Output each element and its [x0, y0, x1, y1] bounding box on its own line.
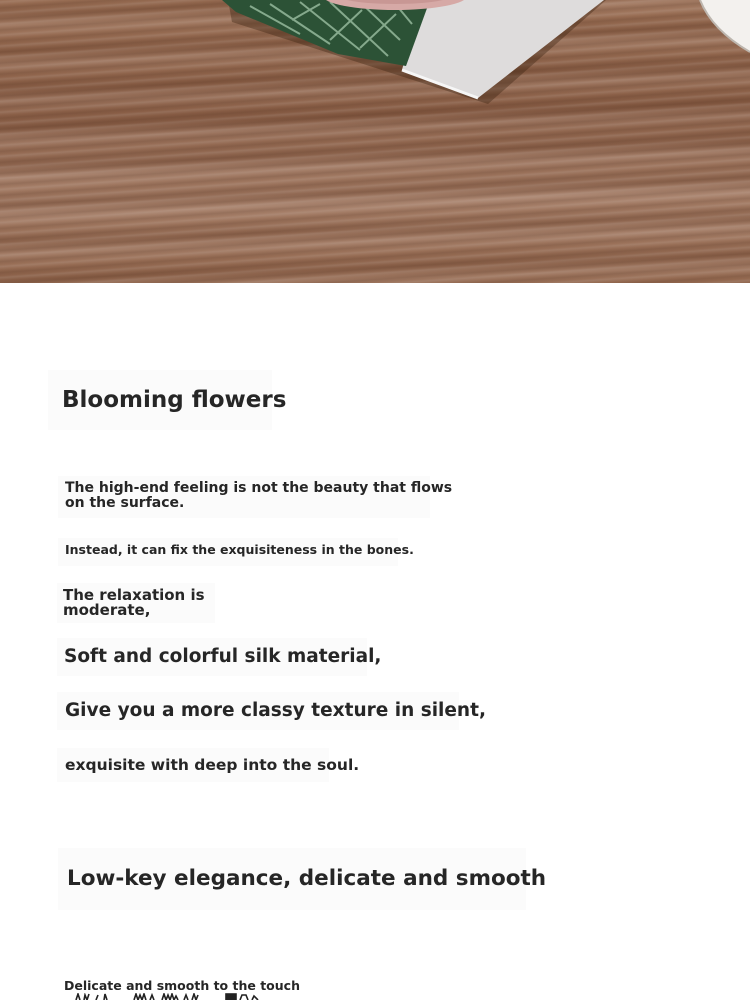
text-block-classy	[57, 692, 486, 730]
white-cup	[700, 0, 750, 52]
text-block-highend	[58, 476, 453, 518]
heading-text: Low-key elegance, delicate and smooth	[67, 866, 547, 891]
text-line: on the surface.	[65, 495, 185, 511]
text-line: The relaxation is	[63, 586, 205, 604]
decorative-scribble	[74, 993, 274, 1000]
text-block-exquisite	[57, 748, 360, 782]
hero-photo	[0, 0, 750, 283]
text-block-relaxation	[57, 583, 215, 623]
heading-text: Blooming flowers	[62, 387, 287, 413]
text-block-silk	[57, 638, 382, 676]
text-line: The high-end feeling is not the beauty that flows	[65, 480, 453, 496]
text-line: moderate,	[63, 601, 151, 619]
text-block-instead	[58, 538, 414, 566]
section-heading-blooming	[48, 370, 287, 430]
text-line: Soft and colorful silk material,	[64, 646, 382, 667]
tableware-illustration	[0, 0, 750, 283]
text-line: Give you a more classy texture in silent,	[65, 700, 486, 721]
text-line: Instead, it can fix the exquisiteness in the bones.	[65, 542, 414, 557]
section-heading-lowkey	[58, 848, 547, 910]
text-line-delicate: Delicate and smooth to the touch	[64, 978, 300, 993]
text-line: exquisite with deep into the soul.	[65, 756, 360, 774]
